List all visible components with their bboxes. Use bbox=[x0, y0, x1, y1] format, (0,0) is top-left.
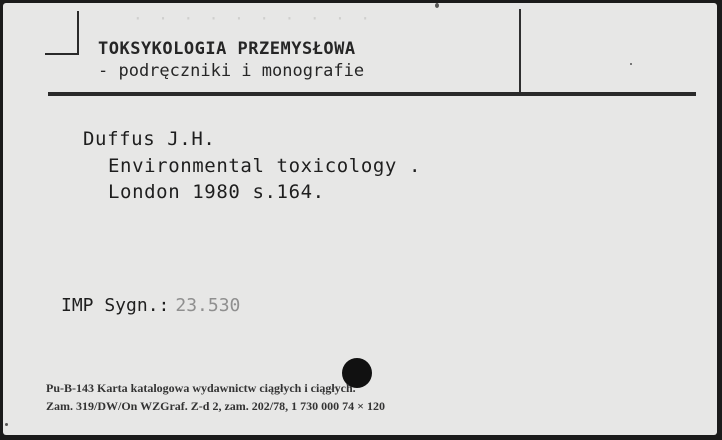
ink-speck bbox=[5, 423, 8, 426]
call-number-label: IMP Sygn.: bbox=[61, 295, 170, 316]
footer-form-line: Pu-B-143 Karta katalogowa wydawnictw ciągłych i ciągłych. bbox=[46, 381, 356, 395]
corner-bracket-horizontal bbox=[45, 53, 79, 55]
call-number-value: 23.530 bbox=[175, 295, 241, 316]
catalog-card bbox=[3, 3, 717, 435]
header-divider-vertical bbox=[519, 9, 521, 93]
author-line: Duffus J.H. bbox=[83, 128, 216, 150]
corner-bracket-vertical bbox=[77, 11, 79, 55]
imprint-line: London 1980 s.164. bbox=[108, 181, 325, 203]
call-number bbox=[61, 295, 240, 316]
ink-speck bbox=[435, 3, 439, 8]
footer-print-line: Zam. 319/DW/On WZGraf. Z-d 2, zam. 202/78, 1 730 000 74 × 120 bbox=[46, 399, 385, 413]
title-line: Environmental toxicology . bbox=[108, 155, 422, 177]
header-divider-horizontal bbox=[48, 92, 696, 96]
faint-stamp-mark: · · · · · · · · · · bbox=[133, 9, 374, 28]
ink-speck bbox=[630, 63, 632, 65]
subject-heading: TOKSYKOLOGIA PRZEMYSŁOWA bbox=[98, 39, 356, 59]
subject-subheading: - podręczniki i monografie bbox=[98, 61, 365, 81]
